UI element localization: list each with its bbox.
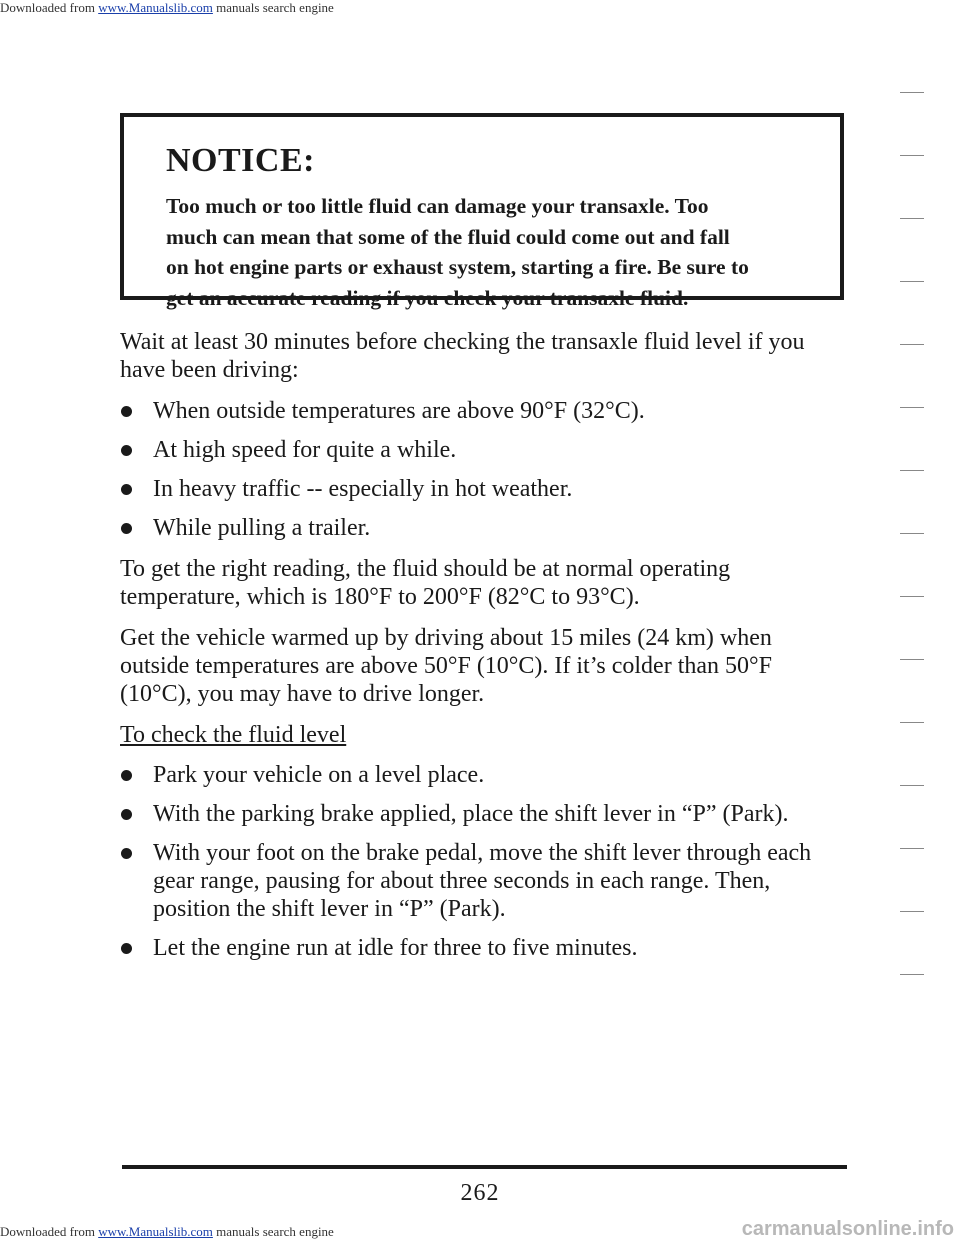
banner-prefix: Downloaded from bbox=[0, 1224, 99, 1239]
intro-line: Wait at least 30 minutes before checking the transaxle fluid level if you bbox=[120, 329, 805, 355]
edge-mark bbox=[900, 722, 924, 723]
footer-rule bbox=[122, 1165, 847, 1169]
edge-mark bbox=[900, 92, 924, 93]
edge-mark bbox=[900, 596, 924, 597]
warmup-line: Get the vehicle warmed up by driving about 15 miles (24 km) when bbox=[120, 625, 772, 651]
page-number: 262 bbox=[460, 1180, 500, 1206]
step-text: With your foot on the brake pedal, move the shift lever through each bbox=[153, 840, 812, 866]
step-text: Let the engine run at idle for three to five minutes. bbox=[153, 935, 638, 961]
manualslib-link[interactable]: www.Manualslib.com bbox=[98, 0, 213, 15]
reading-line: temperature, which is 180°F to 200°F (82°C to 93°C). bbox=[120, 584, 640, 610]
warmup-line: outside temperatures are above 50°F (10°C). If it’s colder than 50°F bbox=[120, 653, 772, 679]
list-item bbox=[120, 397, 850, 425]
banner-suffix: manuals search engine bbox=[212, 0, 334, 15]
banner-prefix: Downloaded from bbox=[0, 0, 99, 15]
notice-text bbox=[166, 191, 812, 313]
edge-mark bbox=[900, 848, 924, 849]
condition-text: At high speed for quite a while. bbox=[153, 437, 457, 463]
manualslib-link[interactable]: www.Manualslib.com bbox=[98, 1224, 213, 1239]
notice-line: on hot engine parts or exhaust system, starting a fire. Be sure to bbox=[166, 255, 749, 279]
page-body bbox=[120, 328, 850, 975]
edge-mark bbox=[900, 974, 924, 975]
intro-paragraph bbox=[120, 328, 850, 384]
steps-list bbox=[120, 761, 850, 962]
list-item bbox=[120, 475, 850, 503]
edge-mark bbox=[900, 344, 924, 345]
edge-mark bbox=[900, 281, 924, 282]
download-banner bbox=[0, 0, 334, 16]
condition-text: When outside temperatures are above 90°F (32°C). bbox=[153, 398, 645, 424]
list-item bbox=[120, 934, 850, 962]
list-item bbox=[120, 761, 850, 789]
reading-paragraph bbox=[120, 555, 850, 611]
bullet-icon bbox=[121, 445, 132, 456]
notice-title: NOTICE: bbox=[166, 142, 315, 179]
condition-text: In heavy traffic -- especially in hot weather. bbox=[153, 476, 573, 502]
reading-line: To get the right reading, the fluid should be at normal operating bbox=[120, 556, 731, 582]
bullet-icon bbox=[121, 484, 132, 495]
step-text: position the shift lever in “P” (Park). bbox=[153, 896, 506, 922]
bullet-icon bbox=[121, 848, 132, 859]
edge-mark bbox=[900, 407, 924, 408]
list-item bbox=[120, 800, 850, 828]
check-fluid-heading: To check the fluid level bbox=[120, 722, 347, 748]
edge-mark bbox=[900, 218, 924, 219]
warmup-paragraph bbox=[120, 624, 850, 708]
edge-mark bbox=[900, 470, 924, 471]
list-item bbox=[120, 839, 850, 923]
list-item bbox=[120, 436, 850, 464]
bullet-icon bbox=[121, 523, 132, 534]
warmup-line: (10°C), you may have to drive longer. bbox=[120, 681, 485, 707]
edge-mark bbox=[900, 911, 924, 912]
step-text: Park your vehicle on a level place. bbox=[153, 762, 485, 788]
step-text: gear range, pausing for about three seconds in each range. Then, bbox=[153, 868, 771, 894]
bullet-icon bbox=[121, 406, 132, 417]
list-item bbox=[120, 514, 850, 542]
page-edge-marks bbox=[900, 92, 924, 1037]
notice-line: get an accurate reading if you check your transaxle fluid. bbox=[166, 285, 689, 310]
edge-mark bbox=[900, 659, 924, 660]
notice-line: much can mean that some of the fluid could come out and fall bbox=[166, 224, 730, 249]
banner-suffix: manuals search engine bbox=[212, 1224, 334, 1239]
bullet-icon bbox=[121, 809, 132, 820]
watermark-logo: carmanualsonline.info bbox=[741, 1218, 954, 1240]
edge-mark bbox=[900, 785, 924, 786]
step-text: With the parking brake applied, place the shift lever in “P” (Park). bbox=[153, 801, 789, 827]
edge-mark bbox=[900, 533, 924, 534]
notice-line: Too much or too little fluid can damage your transaxle. Too bbox=[166, 194, 709, 218]
notice-box bbox=[120, 113, 844, 310]
bullet-icon bbox=[121, 943, 132, 954]
edge-mark bbox=[900, 155, 924, 156]
conditions-list bbox=[120, 397, 850, 542]
intro-line: have been driving: bbox=[120, 357, 299, 383]
bullet-icon bbox=[121, 770, 132, 781]
condition-text: While pulling a trailer. bbox=[153, 515, 371, 541]
download-banner-bottom bbox=[0, 1224, 334, 1240]
